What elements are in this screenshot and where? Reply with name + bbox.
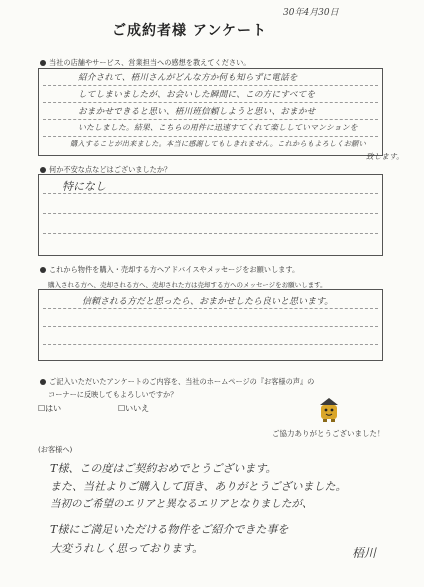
page-title: ご成約者様 アンケート xyxy=(112,23,268,39)
question-3-sub: 購入される方へ、売却される方へ、売却された方は売却する方へのメッセージをお願いします。 xyxy=(48,281,327,289)
ruled-line xyxy=(43,308,378,309)
question-1-text: 当社の店舗やサービス、営業担当への感想を教えてください。 xyxy=(49,58,251,67)
option-yes[interactable] xyxy=(38,403,61,414)
ruled-line xyxy=(43,119,378,120)
ruled-line xyxy=(43,136,378,137)
bullet-icon xyxy=(40,379,46,385)
answer-1-line-5: 購入することが出来ました。本当に感謝してもしきれません。これからもよろしくお願い xyxy=(70,139,366,148)
ruled-line xyxy=(43,102,378,103)
answer-2: 特になし xyxy=(62,180,106,193)
staff-reply-heading: (お客様へ) xyxy=(38,445,73,454)
question-2-text: 何か不安な点などはございましたか？ xyxy=(49,165,172,174)
question-4-line-1 xyxy=(40,377,314,387)
ruled-line xyxy=(43,213,378,214)
staff-reply-line-5: 大変うれしく思っております。 xyxy=(50,542,204,555)
option-yes-label: はい xyxy=(45,404,62,413)
bullet-icon xyxy=(40,267,46,273)
survey-date: 30年4月30日 xyxy=(283,8,339,18)
ruled-line xyxy=(43,344,378,345)
answer-1-line-6: 致します。 xyxy=(366,152,404,161)
mascot-icon xyxy=(318,397,340,427)
checkbox-icon: ☐ xyxy=(118,404,126,413)
thanks-message: ご協力ありがとうございました！ xyxy=(272,429,385,438)
bullet-icon xyxy=(40,167,46,173)
staff-reply-line-3: 当初のご希望のエリアと異なるエリアとなりましたが、 xyxy=(50,498,313,510)
staff-reply-line-1: T様、この度はご契約おめでとうございます。 xyxy=(50,462,277,475)
ruled-line xyxy=(43,326,378,327)
option-no[interactable] xyxy=(118,403,149,414)
answer-1-line-2: してしまいましたが、お会いした瞬間に、この方にすべてを xyxy=(78,90,316,100)
answer-1-line-4: いたしました。結果、こちらの用件に迅速すてくれて楽ししていマンションを xyxy=(78,123,358,132)
staff-reply-line-4: T様にご満足いただける物件をご紹介できた事を xyxy=(50,523,289,536)
option-no-label: いいえ xyxy=(125,404,150,413)
answer-1-line-1: 紹介されて、梧川さんがどんな方か何も知らずに電話を xyxy=(78,73,298,83)
ruled-line xyxy=(43,233,378,234)
staff-reply-line-2: また、当社よりご購入して頂き、ありがとうございました。 xyxy=(50,480,347,493)
question-3 xyxy=(40,265,299,275)
bullet-icon xyxy=(40,60,46,66)
question-1 xyxy=(40,58,250,68)
question-4-line-2: コーナーに反映してもよろしいですか？ xyxy=(48,390,178,399)
ruled-line xyxy=(43,85,378,86)
staff-signature: 梧川 xyxy=(352,546,377,560)
question-4-text: ご記入いただいたアンケートのご内容を、当社のホームページの『お客様の声』の xyxy=(49,377,315,386)
question-3-text: これから物件を購入・売却する方へアドバイスやメッセージをお願いします。 xyxy=(49,265,300,274)
answer-1-line-3: おまかせできると思い、梧川班信頼しようと思い、おまかせ xyxy=(78,107,316,117)
checkbox-icon: ☐ xyxy=(38,404,46,413)
answer-3: 信頼される方だと思ったら、おまかせしたら良いと思います。 xyxy=(82,297,334,307)
